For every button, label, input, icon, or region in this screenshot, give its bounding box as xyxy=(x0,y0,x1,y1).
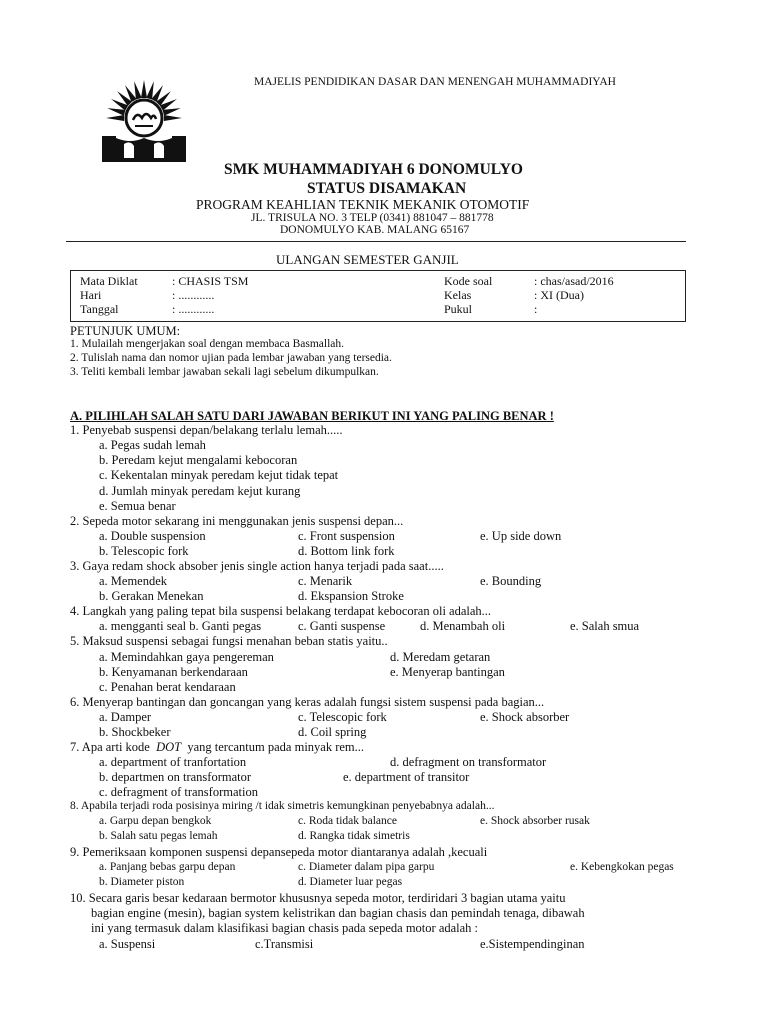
tanggal-label: Tanggal xyxy=(80,302,119,316)
option: b. Peredam kejut mengalami kebocoran xyxy=(99,453,298,467)
option: b. Kenyamanan berkendaraan xyxy=(99,665,248,679)
question-9: 9. Pemeriksaan komponen suspensi depansepeda motor diantaranya adalah ,kecuali xyxy=(70,845,488,859)
option: b. departmen on transformator xyxy=(99,770,252,784)
option: a. Garpu depan bengkok xyxy=(99,815,212,827)
question-5: 5. Maksud suspensi sebagai fungsi menahan beban statis yaitu.. xyxy=(70,634,388,648)
program-name: PROGRAM KEAHLIAN TEKNIK MEKANIK OTOMOTIF xyxy=(196,197,530,212)
option: b. Telescopic fork xyxy=(99,544,189,558)
school-name: SMK MUHAMMADIYAH 6 DONOMULYO xyxy=(224,161,523,178)
question-10-cont: ini yang termasuk dalam klasifikasi bagian chasis pada sepeda motor adalah : xyxy=(91,921,479,935)
option: e. Bounding xyxy=(480,574,542,588)
option: c. Front suspension xyxy=(298,529,395,543)
option: a. Panjang bebas garpu depan xyxy=(99,861,236,873)
mata-diklat-label: Mata Diklat xyxy=(80,274,138,288)
question-7-text: 7. Apa arti kode xyxy=(70,740,150,754)
option: a. Pegas sudah lemah xyxy=(99,438,206,452)
hari-label: Hari xyxy=(80,288,102,302)
option: d. Bottom link fork xyxy=(298,544,395,558)
option: a. Double suspension xyxy=(99,529,206,543)
option: d. Coil spring xyxy=(298,725,367,739)
option: c. defragment of transformation xyxy=(99,785,258,799)
option: d. defragment on transformator xyxy=(390,755,547,769)
option: e. Up side down xyxy=(480,529,562,543)
question-7-text-end: yang tercantum pada minyak rem... xyxy=(187,740,365,754)
question-1: 1. Penyebab suspensi depan/belakang terlalu lemah..... xyxy=(70,423,343,437)
mata-diklat-value: : CHASIS TSM xyxy=(172,274,249,288)
option: c. Menarik xyxy=(298,574,353,588)
question-10: 10. Secara garis besar kedaraan bermotor khususnya sepeda motor, terdiridari 3 bagian utama yaitu xyxy=(70,891,566,905)
option: a. mengganti seal b. Ganti pegas xyxy=(99,619,262,633)
question-8: 8. Apabila terjadi roda posisinya miring /t idak simetris kemungkinan penyebabnya adalah... xyxy=(70,800,495,812)
option: c. Ganti suspense xyxy=(298,619,386,633)
option: b. Shockbeker xyxy=(99,725,171,739)
petunjuk-title: PETUNJUK UMUM: xyxy=(70,324,181,338)
pukul-label: Pukul xyxy=(444,302,473,316)
option: a. Memendek xyxy=(99,574,168,588)
muhammadiyah-logo xyxy=(98,78,190,170)
option: c. Penahan berat kendaraan xyxy=(99,680,236,694)
school-status: STATUS DISAMAKAN xyxy=(307,180,467,197)
option: d. Rangka tidak simetris xyxy=(298,830,410,842)
petunjuk-item: 2. Tulislah nama dan nomor ujian pada lembar jawaban yang tersedia. xyxy=(70,352,392,364)
majelis-heading: MAJELIS PENDIDIKAN DASAR DAN MENENGAH MUHAMMADIYAH xyxy=(254,76,616,88)
option: c. Diameter dalam pipa garpu xyxy=(298,861,435,873)
option: d. Menambah oli xyxy=(420,619,506,633)
question-2: 2. Sepeda motor sekarang ini menggunakan jenis suspensi depan... xyxy=(70,514,404,528)
option: d. Diameter luar pegas xyxy=(298,876,403,888)
petunjuk-item: 1. Mulailah mengerjakan soal dengan membaca Basmallah. xyxy=(70,338,344,350)
address-line-1: JL. TRISULA NO. 3 TELP (0341) 881047 – 881778 xyxy=(251,212,494,224)
option: e. Semua benar xyxy=(99,499,176,513)
option: d. Jumlah minyak peredam kejut kurang xyxy=(99,484,301,498)
option: b. Diameter piston xyxy=(99,876,185,888)
option: e. Salah smua xyxy=(570,619,640,633)
tanggal-value: : ............ xyxy=(172,302,215,316)
question-6: 6. Menyerap bantingan dan goncangan yang keras adalah fungsi sistem suspensi pada bagian... xyxy=(70,695,545,709)
question-3: 3. Gaya redam shock absober jenis single action hanya terjadi pada saat..... xyxy=(70,559,444,573)
kode-soal-label: Kode soal xyxy=(444,274,493,288)
option: e.Sistempendinginan xyxy=(480,937,585,951)
section-a-title: A. PILIHLAH SALAH SATU DARI JAWABAN BERIKUT INI YANG PALING BENAR ! xyxy=(70,409,554,423)
dot-code: DOT xyxy=(156,740,182,754)
option: e. Menyerap bantingan xyxy=(390,665,505,679)
option: a. Damper xyxy=(99,710,152,724)
petunjuk-item: 3. Teliti kembali lembar jawaban sekali lagi sebelum dikumpulkan. xyxy=(70,366,379,378)
option: e. Shock absorber rusak xyxy=(480,815,590,827)
option: c.Transmisi xyxy=(255,937,314,951)
option: e. Shock absorber xyxy=(480,710,570,724)
kode-soal-value: : chas/asad/2016 xyxy=(534,274,614,288)
option: a. Suspensi xyxy=(99,937,156,951)
kelas-label: Kelas xyxy=(444,288,472,302)
option: e. Kebengkokan pegas xyxy=(570,861,674,873)
option: b. Gerakan Menekan xyxy=(99,589,204,603)
option: a. department of tranfortation xyxy=(99,755,247,769)
hari-value: : ............ xyxy=(172,288,215,302)
option: d. Ekspansion Stroke xyxy=(298,589,404,603)
question-4: 4. Langkah yang paling tepat bila suspensi belakang terdapat kebocoran oli adalah... xyxy=(70,604,492,618)
option: a. Memindahkan gaya pengereman xyxy=(99,650,274,664)
address-line-2: DONOMULYO KAB. MALANG 65167 xyxy=(280,224,470,236)
question-7 xyxy=(70,740,364,755)
option: e. department of transitor xyxy=(343,770,470,784)
option: c. Roda tidak balance xyxy=(298,815,397,827)
option: c. Kekentalan minyak peredam kejut tidak tepat xyxy=(99,468,339,482)
header-divider xyxy=(66,241,686,242)
pukul-value: : xyxy=(534,302,538,316)
option: b. Salah satu pegas lemah xyxy=(99,830,218,842)
option: c. Telescopic fork xyxy=(298,710,387,724)
question-10-cont: bagian engine (mesin), bagian system kelistrikan dan bagian chasis dan pemindah tenaga, dibawah xyxy=(91,906,585,920)
option: d. Meredam getaran xyxy=(390,650,491,664)
exam-title: ULANGAN SEMESTER GANJIL xyxy=(276,252,459,267)
kelas-value: : XI (Dua) xyxy=(534,288,584,302)
